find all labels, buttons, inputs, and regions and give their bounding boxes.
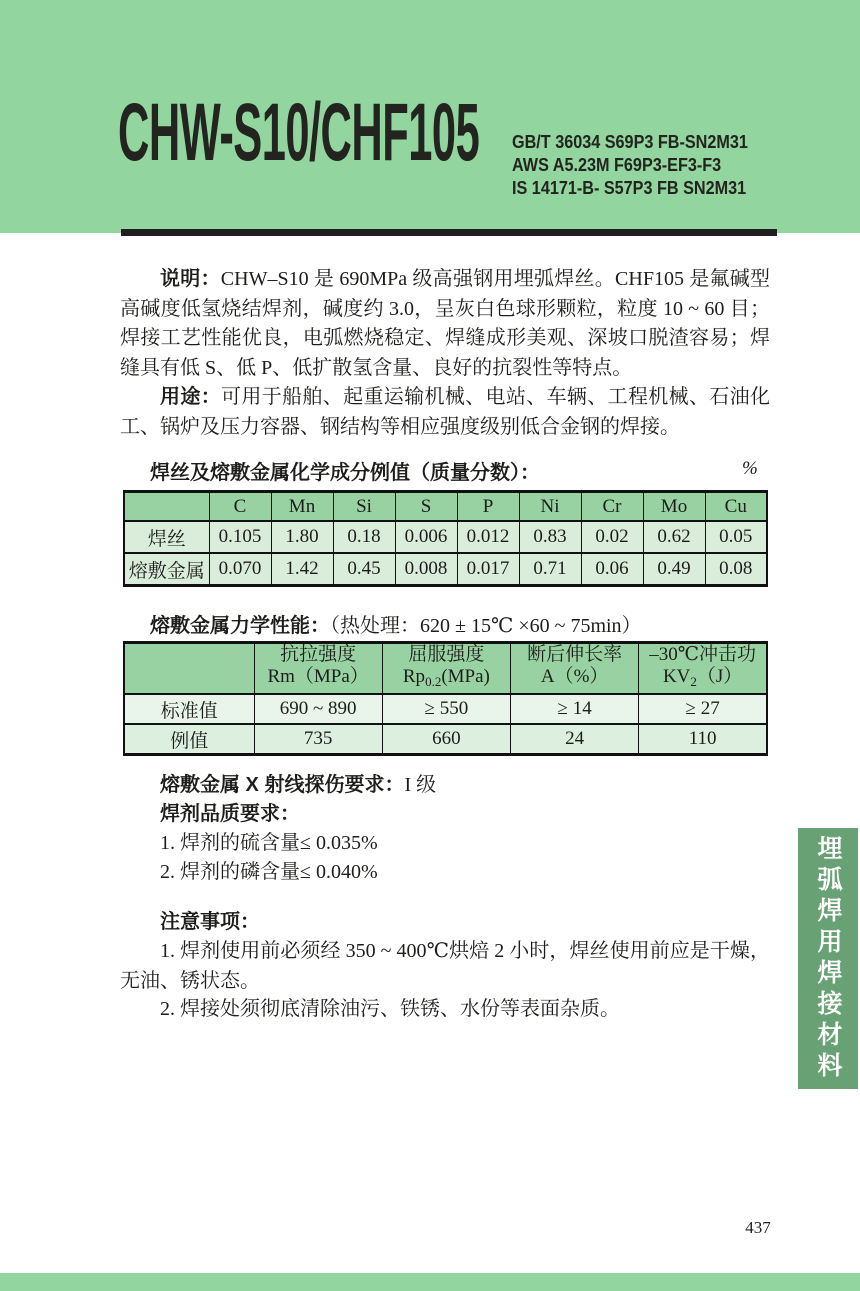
xray-requirement-line: 熔敷金属 X 射线探伤要求：I 级	[160, 774, 437, 796]
row-label: 熔敷金属	[124, 553, 209, 586]
product-title: CHW-S10/CHF105	[118, 87, 480, 178]
table-cell: 660	[382, 724, 510, 755]
chem-header-row	[124, 492, 767, 522]
chem-table-unit: %	[742, 458, 758, 479]
table-cell: 0.008	[395, 553, 457, 586]
table-cell: 0.18	[333, 521, 395, 553]
row-label: 例值	[124, 724, 254, 755]
table-cell: 0.06	[581, 553, 643, 586]
table-cell: 735	[254, 724, 382, 755]
table-cell: 0.05	[705, 521, 767, 553]
column-header-yield: 屈服强度 $Rp_{0.2}(MPa)$	[382, 643, 510, 695]
caution-item-1: 1. 焊剂使用前必须经 350 ~ 400℃烘焙 2 小时，焊丝使用前应是干燥，无油、锈状态。	[120, 940, 770, 992]
description-paragraph	[120, 265, 770, 383]
column-header-elongation: 断后伸长率 A（%）	[511, 643, 639, 695]
table-cell: ≥ 550	[382, 694, 510, 724]
table-cell: 0.08	[705, 553, 767, 586]
page-number: 437	[745, 1218, 771, 1237]
chem-table-title: 焊丝及熔敷金属化学成分例值（质量分数）：	[150, 462, 540, 484]
column-header-cu: Cu	[705, 492, 767, 522]
table-cell: 0.02	[581, 521, 643, 553]
flux-quality-heading: 焊剂品质要求：	[160, 803, 300, 825]
table-cell: 0.006	[395, 521, 457, 553]
footer-band	[0, 1273, 860, 1291]
table-cell: 24	[511, 724, 639, 755]
standard-line-aws: AWS A5.23M F69P3-EF3-F3	[512, 155, 722, 175]
table-cell: ≥ 27	[639, 694, 767, 724]
table-cell: 110	[639, 724, 767, 755]
mech-header-row	[124, 643, 767, 695]
table-row-deposited-metal	[124, 553, 767, 586]
table-cell: 0.070	[209, 553, 271, 586]
table-cell: 1.80	[271, 521, 333, 553]
column-header-ni: Ni	[519, 492, 581, 522]
side-category-tab-label: 埋弧焊用焊接材料	[814, 834, 842, 1083]
column-header-tensile: 抗拉强度 Rm（MPa）	[254, 643, 382, 695]
table-row-wire	[124, 521, 767, 553]
description-text: CHW–S10 是 690MPa 级高强钢用埋弧焊丝。CHF105 是氟碱型高碱度低氢烧结焊剂，碱度约 3.0，呈灰白色球形颗粒，粒度 10 ~ 60 目；焊接工艺性能优良，电弧燃烧稳定、焊缝成形美观、深坡口脱渣容易；焊缝具有低 S、低 P、低扩散氢含量、良好的抗裂性等特点。	[120, 268, 770, 379]
row-label: 标准值	[124, 694, 254, 724]
table-cell: 0.012	[457, 521, 519, 553]
table-cell: 1.42	[271, 553, 333, 586]
table-cell: 0.62	[643, 521, 705, 553]
column-header-c: C	[209, 492, 271, 522]
table-cell: 0.017	[457, 553, 519, 586]
flux-quality-item: 2. 焊剂的磷含量≤ 0.040%	[160, 861, 378, 883]
column-header-cr: Cr	[581, 492, 643, 522]
caution-item-2: 2. 焊接处须彻底清除油污、铁锈、水份等表面杂质。	[160, 998, 620, 1020]
cautions-heading: 注意事项：	[160, 911, 260, 933]
table-cell: 690 ~ 890	[254, 694, 382, 724]
mech-table	[123, 641, 768, 756]
table-cell: 0.105	[209, 521, 271, 553]
column-header-mn: Mn	[271, 492, 333, 522]
standards-block	[512, 131, 748, 200]
usage-text: 可用于船舶、起重运输机械、电站、车辆、工程机械、石油化工、锅炉及压力容器、钢结构等相应强度级别低合金钢的焊接。	[120, 386, 771, 438]
column-header-s: S	[395, 492, 457, 522]
table-row-example-values	[124, 724, 767, 755]
usage-label: 用途：	[160, 386, 222, 408]
column-header-blank	[124, 492, 209, 522]
table-cell: 0.45	[333, 553, 395, 586]
usage-paragraph	[120, 383, 770, 442]
column-header-impact: –30℃冲击功 $KV_2(J)$	[639, 643, 767, 695]
table-cell: 0.83	[519, 521, 581, 553]
row-label: 焊丝	[124, 521, 209, 553]
table-cell: 0.49	[643, 553, 705, 586]
side-category-tab	[798, 828, 858, 1089]
standard-line-gbt: GB/T 36034 S69P3 FB-SN2M31	[512, 132, 748, 152]
column-header-p: P	[457, 492, 519, 522]
standard-line-is: IS 14171-B- S57P3 FB SN2M31	[512, 178, 747, 198]
chem-table	[123, 490, 768, 587]
column-header-blank	[124, 643, 254, 695]
table-cell: 0.71	[519, 553, 581, 586]
table-cell: ≥ 14	[511, 694, 639, 724]
description-label: 说明：	[160, 268, 221, 290]
column-header-mo: Mo	[643, 492, 705, 522]
mech-table-title: 熔敷金属力学性能：（热处理：620 ± 15℃ ×60 ~ 75min）	[150, 615, 642, 637]
title-divider-rule	[121, 229, 777, 236]
column-header-si: Si	[333, 492, 395, 522]
flux-quality-item: 1. 焊剂的硫含量≤ 0.035%	[160, 832, 378, 854]
table-row-standard-values	[124, 694, 767, 724]
